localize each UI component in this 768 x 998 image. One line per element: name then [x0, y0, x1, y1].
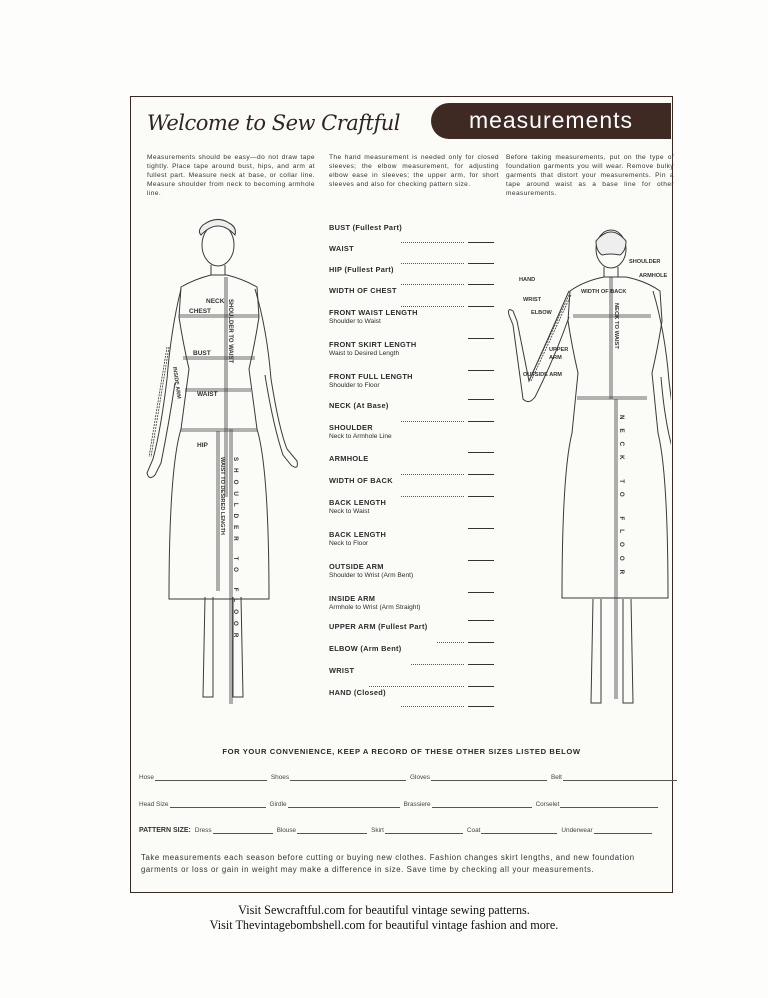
intro-middle-text: The hand measurement is needed only for closed sleeves; the elbow measurement, for adjusting elbow ease in sleeves; the upper arm, for short sleeves and also for checking pattern size.	[329, 154, 499, 188]
blouse-field[interactable]	[297, 827, 367, 834]
field-label-gloves: Gloves	[410, 774, 430, 781]
underwear-field[interactable]	[594, 827, 652, 834]
visit-vintagebombshell-text: Visit Thevintagebombshell.com for beautiful vintage fashion and more.	[209, 918, 559, 932]
measurement-list	[329, 223, 494, 708]
shoes-field[interactable]	[290, 774, 406, 781]
measurement-item: WAIST	[329, 244, 494, 265]
label-shoulder-to-floor: SHOULDER TO FLOOR	[232, 457, 239, 645]
label-waist-to-desired-length: WAIST TO DESIRED LENGTH	[219, 457, 225, 535]
measurement-item: BACK LENGTH Neck to Floor	[329, 530, 494, 562]
label-inside-arm: INSIDE ARM	[171, 366, 182, 400]
convenience-heading: FOR YOUR CONVENIENCE, KEEP A RECORD OF THESE OTHER SIZES LISTED BELOW	[222, 747, 581, 756]
back-figure-diagram	[501, 225, 671, 720]
field-label-girdle: Girdle	[269, 801, 287, 808]
field-label-underwear: Underwear	[561, 827, 593, 834]
pattern-size-row	[139, 827, 669, 834]
measurement-item: HIP (Fullest Part)	[329, 265, 494, 286]
field-label-hose: Hose	[139, 774, 154, 781]
visit-sewcraftful-text: Visit Sewcraftful.com for beautiful vintage sewing patterns.	[238, 903, 530, 917]
measurement-item: FRONT WAIST LENGTH Shoulder to Waist	[329, 308, 494, 340]
label-chest: CHEST	[189, 308, 212, 315]
label-shoulder: SHOULDER	[629, 259, 661, 265]
label-wrist: WRIST	[523, 297, 542, 303]
skirt-field[interactable]	[385, 827, 463, 834]
field-label-belt: Belt	[550, 774, 562, 781]
intro-left-text: Measurements should be easy—do not draw tape tightly. Place tape around bust, hips, and arm at fullest part. Measure neck at base, or collar line. Measure shoulder from neck to becoming armhole line.	[147, 154, 315, 197]
measurement-item: WIDTH OF CHEST	[329, 286, 494, 308]
field-label-skirt: Skirt	[371, 827, 384, 834]
measurement-item: OUTSIDE ARM Shoulder to Wrist (Arm Bent)	[329, 562, 494, 594]
label-outside-arm: OUTSIDE ARM	[523, 372, 562, 378]
label-neck-to-floor: NECK TO FLOOR	[618, 415, 625, 584]
measurement-item: INSIDE ARM Armhole to Wrist (Arm Straight)	[329, 594, 494, 622]
field-label-brassiere: Brassiere	[403, 801, 431, 808]
other-sizes-row-2	[139, 801, 669, 808]
label-arm: ARM	[549, 355, 562, 361]
hose-field[interactable]	[155, 774, 267, 781]
measurement-item: FRONT FULL LENGTH Shoulder to Floor	[329, 372, 494, 401]
gloves-field[interactable]	[431, 774, 547, 781]
field-label-corselet: Corselet	[535, 801, 560, 808]
field-label-dress: Dress	[194, 827, 212, 834]
measurement-item: ELBOW (Arm Bent)	[329, 644, 494, 666]
measurement-item: UPPER ARM (Fullest Part)	[329, 622, 494, 644]
label-neck-to-waist: NECK TO WAIST	[613, 303, 619, 349]
measurement-item: BACK LENGTH Neck to Waist	[329, 498, 494, 530]
brassiere-field[interactable]	[432, 801, 532, 808]
measurement-sheet	[130, 96, 673, 893]
footer-note: Take measurements each season before cutting or buying new clothes. Fashion changes skirt lengths, and new foundation garments or loss or gain in weight may make a difference in size. Save time by checking all your measurements.	[141, 853, 635, 874]
measurement-item: ARMHOLE	[329, 454, 494, 476]
field-label-head-size: Head Size	[139, 801, 169, 808]
measurement-item: NECK (At Base)	[329, 401, 494, 423]
label-armhole: ARMHOLE	[639, 273, 668, 279]
girdle-field[interactable]	[288, 801, 400, 808]
coat-field[interactable]	[481, 827, 557, 834]
pattern-size-label: PATTERN SIZE:	[139, 827, 191, 834]
dress-field[interactable]	[213, 827, 273, 834]
corselet-field[interactable]	[560, 801, 658, 808]
label-waist: WAIST	[197, 391, 218, 398]
belt-field[interactable]	[563, 774, 677, 781]
head-size-field[interactable]	[170, 801, 266, 808]
label-elbow: ELBOW	[531, 310, 552, 316]
measurement-item: WIDTH OF BACK	[329, 476, 494, 498]
label-upper: UPPER	[549, 347, 569, 353]
other-sizes-row-1	[139, 774, 669, 781]
label-neck: NECK	[206, 298, 225, 305]
label-hip: HIP	[197, 442, 208, 449]
page-title-banner: measurements	[431, 103, 671, 139]
label-hand: HAND	[519, 277, 536, 283]
front-figure-diagram	[131, 217, 327, 717]
field-label-blouse: Blouse	[276, 827, 297, 834]
label-shoulder-to-waist: SHOULDER TO WAIST	[227, 299, 233, 364]
measurement-item: SHOULDER Neck to Armhole Line	[329, 423, 494, 454]
label-width-of-back: WIDTH OF BACK	[581, 289, 627, 295]
label-bust: BUST	[193, 350, 211, 357]
intro-right-text: Before taking measurements, put on the type of foundation garments you will wear. Remove bulky garments that distort your measurements. Pin a tape around waist as a base line for other measurements.	[506, 154, 674, 197]
field-label-shoes: Shoes	[270, 774, 290, 781]
measurement-item: WRIST	[329, 666, 494, 688]
measurement-item: FRONT SKIRT LENGTH Waist to Desired Length	[329, 340, 494, 372]
field-label-coat: Coat	[466, 827, 481, 834]
measurement-item: HAND (Closed)	[329, 688, 494, 708]
sew-craftful-logo: Welcome to Sew Craftful	[147, 111, 401, 135]
measurement-item: BUST (Fullest Part)	[329, 223, 494, 244]
